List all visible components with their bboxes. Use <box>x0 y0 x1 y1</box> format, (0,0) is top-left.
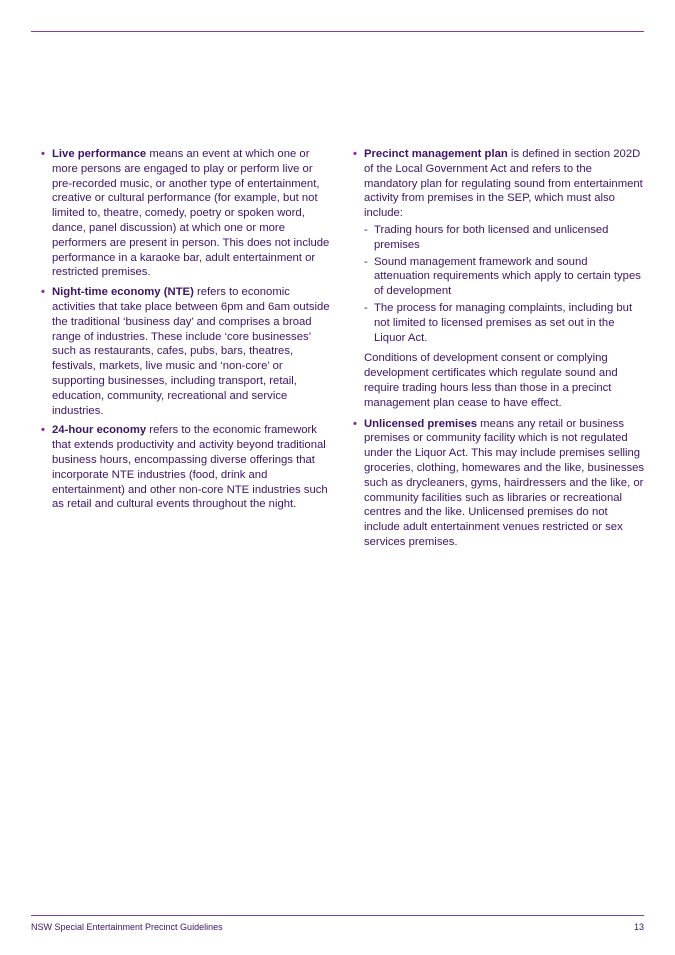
definition-24-hour-economy <box>41 423 333 512</box>
dash-marker: - <box>364 255 368 268</box>
bullet-icon: • <box>353 148 357 160</box>
footer-title: NSW Special Entertainment Precinct Guidelines <box>31 922 223 932</box>
sub-item-text: Trading hours for both licensed and unlicensed premises <box>374 223 609 251</box>
definition-term: Unlicensed premises <box>364 417 478 430</box>
footer-rule <box>31 915 644 916</box>
definition-text: means any retail or business premises or community facility which is not regulated under the Liquor Act. This may include premises selling groceries, clothing, homewares and the like, businesses such as drycleaners, gyms, hairdressers and the like, or community facilities such as libraries or recreational centres and the like. Unlicensed premises do not include adult entertainment venues restricted or sex services premises. <box>364 417 645 548</box>
sub-item <box>364 255 645 299</box>
definition-text: refers to the economic framework that extends productivity and activity beyond traditional business hours, encompassing diverse offerings that incorporate NTE industries (food, drink and entertainment) and other non-core NTE industries such as retail and cultural events throughout the night. <box>52 424 328 511</box>
bullet-icon: • <box>41 424 45 437</box>
header-rule <box>31 31 644 32</box>
definition-term: 24-hour economy <box>52 424 147 437</box>
bullet-icon: • <box>41 148 45 160</box>
dash-marker: - <box>364 301 368 314</box>
definition-text: is defined in section 202D of the Local Government Act and refers to the mandatory plan for regulating sound from entertainment activity from premises in the SEP, which must also include: <box>364 148 643 220</box>
bullet-icon: • <box>353 417 357 430</box>
definition-live-performance <box>41 147 333 280</box>
definition-term: Night-time economy (NTE) <box>52 286 194 299</box>
sub-item-text: Sound management framework and sound attenuation requirements which apply to certain types of development <box>374 255 641 298</box>
definition-unlicensed-premises <box>353 417 645 550</box>
definition-term: Precinct management plan <box>364 148 508 160</box>
definition-precinct-management-plan <box>353 147 645 411</box>
definition-text: means an event at which one or more persons are engaged to play or perform live or pre-recorded music, or another type of entertainment, creative or cultural performance (for example, but not limited to, theatre, comedy, poetry or spoken word, dance, panel discussion) at which one or more performers are present in person. This does not include performance in a karaoke bar, adult entertainment or restricted premises. <box>52 148 330 279</box>
dash-marker: - <box>364 223 368 236</box>
sub-item-text: The process for managing complaints, including but not limited to licensed premises as set out in the Liquor Act. <box>374 301 633 344</box>
right-column <box>353 147 645 555</box>
definition-text: refers to economic activities that take place between 6pm and 6am outside the traditional ‘business day’ and comprises a broad range of industries. These include ‘core businesses’ such as restaurants, cafes, pubs, bars, theatres, festivals, markets, live music and ‘non-core’ or supporting businesses, including transport, retail, education, community, recreational and service industries. <box>52 286 330 417</box>
definition-night-time-economy <box>41 285 333 418</box>
sub-item <box>364 223 645 253</box>
left-column <box>41 147 333 517</box>
page-number: 13 <box>633 922 644 932</box>
bullet-icon: • <box>41 286 45 299</box>
sub-item <box>364 301 645 345</box>
definition-term: Live performance <box>52 148 147 160</box>
definition-paragraph: Conditions of development consent or complying development certificates which regulate sound and require trading hours less than those in a precinct management plan cease to have effect. <box>364 352 618 409</box>
